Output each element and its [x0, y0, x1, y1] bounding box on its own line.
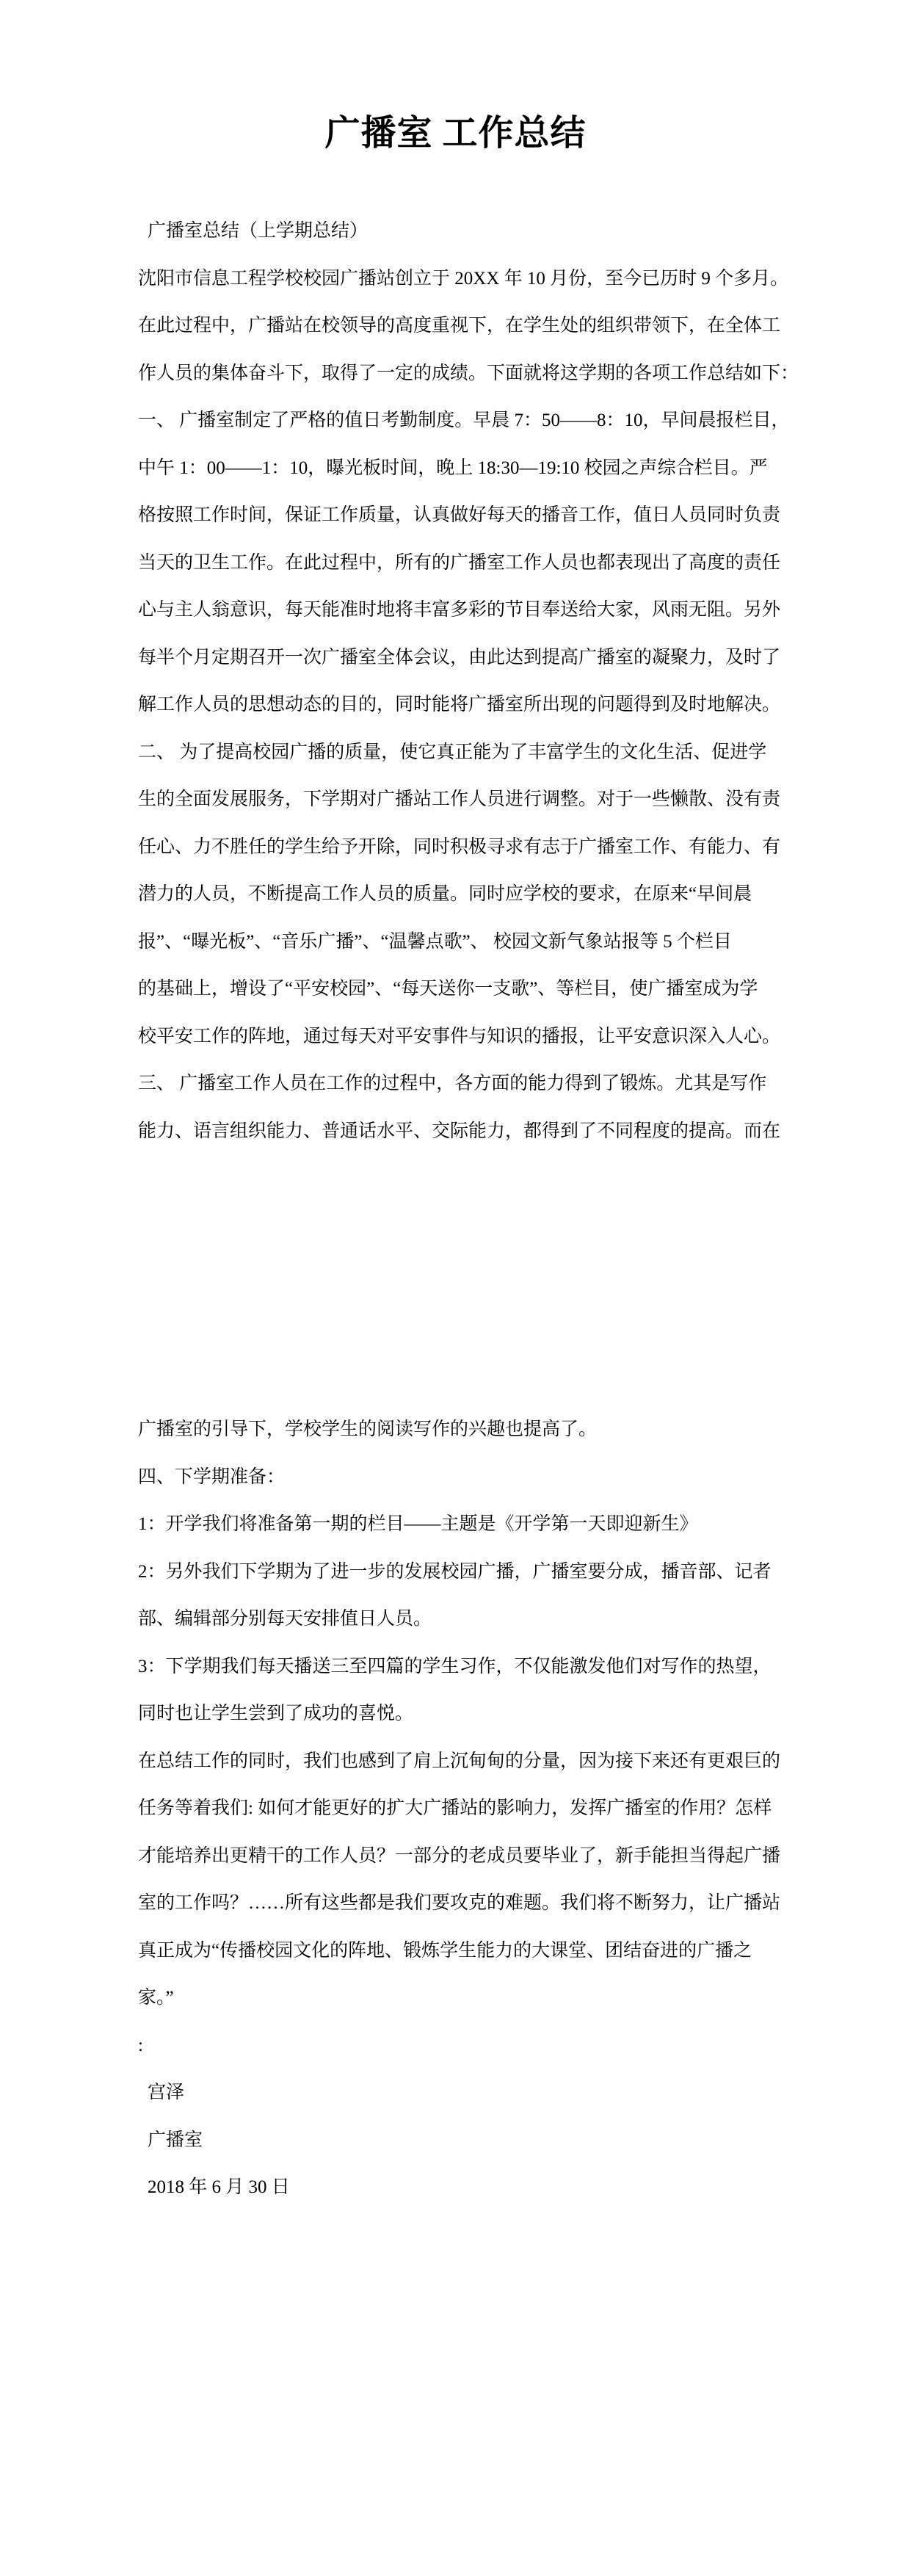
body-line: 校平安工作的阵地，通过每天对平安事件与知识的播报，让平安意识深入人心。 — [138, 1026, 781, 1046]
body-line: 在此过程中，广播站在校领导的高度重视下，在学生处的组织带领下，在全体工 — [138, 316, 781, 336]
body-line: 能力、语言组织能力、普通话水平、交际能力，都得到了不同程度的提高。而在 — [138, 1121, 781, 1141]
body-line: 在总结工作的同时，我们也感到了肩上沉甸甸的分量，因为接下来还有更艰巨的 — [138, 1751, 781, 1771]
page1-body — [138, 208, 813, 1155]
body-line: 3：下学期我们每天播送三至四篇的学生习作，不仅能激发他们对写作的热望， — [138, 1656, 772, 1676]
body-line: 室的工作吗？……所有这些都是我们要攻克的难题。我们将不断努力，让广播站 — [138, 1893, 781, 1913]
body-line: 家。” — [138, 1988, 174, 2008]
body-line: 心与主人翁意识，每天能准时地将丰富多彩的节目奉送给大家，风雨无阻。另外 — [138, 600, 781, 620]
body-line: 广播室总结（上学期总结） — [148, 221, 369, 241]
body-line: 的基础上，增设了“平安校园”、“每天送你一支歌”、等栏目，使广播室成为学 — [138, 979, 758, 999]
body-line: 2：另外我们下学期为了进一步的发展校园广播，广播室要分成，播音部、记者 — [138, 1561, 772, 1582]
body-line: 任心、力不胜任的学生给予开除，同时积极寻求有志于广播室工作、有能力、有 — [138, 836, 781, 857]
body-line: 当天的卫生工作。在此过程中，所有的广播室工作人员也都表现出了高度的责任 — [138, 552, 781, 573]
body-line: 一、 广播室制定了严格的值日考勤制度。早晨 7：50——8：10，早间晨报栏目， — [138, 410, 790, 430]
body-line: 三、 广播室工作人员在工作的过程中，各方面的能力得到了锻炼。尤其是写作 — [138, 1074, 767, 1093]
body-line: 广播室的引导下，学校学生的阅读写作的兴趣也提高了。 — [138, 1419, 598, 1439]
body-line: 部、编辑部分别每天安排值日人员。 — [138, 1609, 432, 1629]
signature-name: 宫泽 — [148, 2083, 185, 2102]
body-line: 中午 1：00——1：10，曝光板时间，晚上 18:30—19:10 校园之声综合栏目。严 — [138, 457, 768, 478]
body-line: 格按照工作时间，保证工作质量，认真做好每天的播音工作，值日人员同时负责 — [138, 505, 781, 525]
body-line: 沈阳市信息工程学校校园广播站创立于 20XX 年 10 月份，至今已历时 9 个多月。 — [138, 268, 789, 289]
colon-line: : — [138, 2035, 143, 2055]
body-line: 真正成为“传播校园文化的阵地、锻炼学生能力的大课堂、团结奋进的广播之 — [138, 1940, 752, 1961]
body-line: 潜力的人员，不断提高工作人员的质量。同时应学校的要求，在原来“早间晨 — [138, 884, 752, 904]
body-line: 任务等着我们: 如何才能更好的扩大广播站的影响力，发挥广播室的作用？怎样 — [138, 1798, 772, 1818]
body-line: 四、下学期准备： — [138, 1466, 286, 1487]
signature-date: 2018 年 6 月 30 日 — [148, 2177, 290, 2197]
body-line: 作人员的集体奋斗下，取得了一定的成绩。下面就将这学期的各项工作总结如下： — [138, 363, 799, 383]
body-line: 每半个月定期召开一次广播室全体会议，由此达到提高广播室的凝聚力，及时了 — [138, 647, 781, 667]
body-line: 报”、“曝光板”、“音乐广播”、“温馨点歌”、 校园文新气象站报等 5 个栏目 — [138, 931, 732, 952]
signature-dept: 广播室 — [148, 2130, 203, 2150]
page2-body — [138, 1406, 813, 2212]
body-line: 二、 为了提高校园广播的质量，使它真正能为了丰富学生的文化生活、促进学 — [138, 742, 767, 762]
body-line: 生的全面发展服务，下学期对广播站工作人员进行调整。对于一些懒散、没有责 — [138, 789, 781, 809]
body-line: 才能培养出更精干的工作人员？一部分的老成员要毕业了，新手能担当得起广播 — [138, 1845, 781, 1866]
document-title: 广播室 工作总结 — [324, 114, 587, 153]
body-line: 同时也让学生尝到了成功的喜悦。 — [138, 1704, 414, 1723]
body-line: 1：开学我们将准备第一期的栏目——主题是《开学第一天即迎新生》 — [138, 1514, 698, 1534]
body-line: 解工作人员的思想动态的目的，同时能将广播室所出现的问题得到及时地解决。 — [138, 695, 781, 714]
